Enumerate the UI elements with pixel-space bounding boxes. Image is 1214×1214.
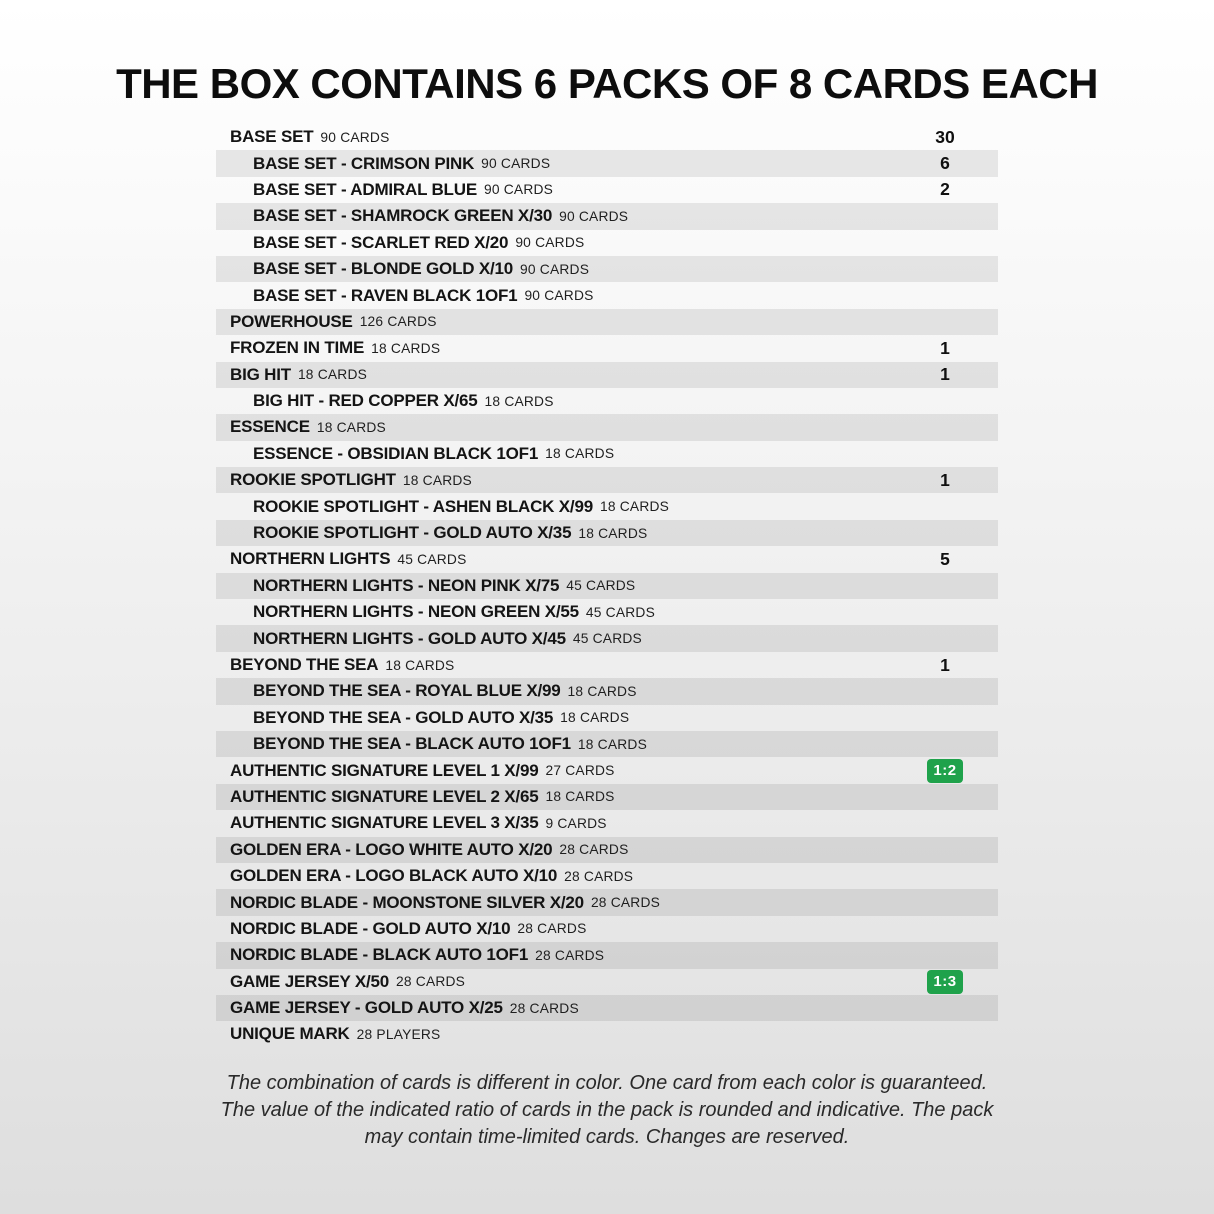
row-label: AUTHENTIC SIGNATURE LEVEL 3 X/35 [230,813,539,833]
table-row [216,731,998,757]
table-row [216,916,998,942]
row-suffix: 18 CARDS [545,446,615,462]
row-suffix: 45 CARDS [397,551,467,567]
table-row [216,837,998,863]
row-suffix: 90 CARDS [483,182,554,198]
table-row [216,493,998,519]
table-row [216,995,998,1021]
row-count: 2 [940,179,950,200]
row-label: BEYOND THE SEA - GOLD AUTO X/35 [253,707,554,727]
table-row [216,282,998,308]
row-label: ESSENCE - OBSIDIAN BLACK 1OF1 [253,443,539,463]
row-label: POWERHOUSE [230,311,353,331]
row-count [908,441,982,467]
row-label: BASE SET - SCARLET RED X/20 [253,232,509,252]
row-label: AUTHENTIC SIGNATURE LEVEL 2 X/65 [230,786,539,806]
table-row [216,889,998,915]
row-suffix: 18 CARDS [567,683,637,699]
row-label: BASE SET - RAVEN BLACK 1OF1 [253,285,518,305]
row-label: BASE SET - ADMIRAL BLUE [253,179,477,199]
row-count [908,203,982,229]
footer-note [0,1070,1214,1151]
row-suffix: 45 CARDS [572,631,642,647]
page-title: THE BOX CONTAINS 6 PACKS OF 8 CARDS EACH [116,60,1098,107]
table-row [216,652,998,678]
row-label: BEYOND THE SEA - BLACK AUTO 1OF1 [253,734,571,754]
row-suffix: 18 CARDS [385,657,455,673]
row-label: BASE SET [230,127,314,147]
table-row [216,863,998,889]
row-suffix: 90 CARDS [481,156,551,172]
table-row [216,810,998,836]
table-row [216,678,998,704]
row-suffix: 27 CARDS [545,763,615,779]
row-count: 5 [940,548,950,569]
row-count [908,969,982,995]
row-count: 1 [940,654,950,675]
row-suffix: 28 CARDS [396,974,466,990]
table-row [216,625,998,651]
row-count [908,995,982,1021]
row-suffix: 18 CARDS [578,525,648,541]
table-row [216,467,998,493]
table-row [216,599,998,625]
card-table [216,124,998,1048]
table-row [216,441,998,467]
row-count: 1 [940,364,950,385]
row-suffix: 28 CARDS [559,842,629,858]
row-count [908,705,982,731]
row-label: GOLDEN ERA - LOGO BLACK AUTO X/10 [230,866,558,886]
row-label: NORDIC BLADE - GOLD AUTO X/10 [230,918,511,938]
row-label: NORTHERN LIGHTS [230,549,391,569]
table-row [216,520,998,546]
row-count [908,810,982,836]
row-count [908,757,982,783]
table-row [216,335,998,361]
row-suffix: 9 CARDS [545,815,607,831]
row-count: 1 [940,337,950,358]
row-count [908,414,982,440]
table-row [216,969,998,995]
row-label: BEYOND THE SEA - ROYAL BLUE X/99 [253,681,561,701]
row-label: NORDIC BLADE - MOONSTONE SILVER X/20 [230,892,584,912]
row-label: BIG HIT - RED COPPER X/65 [253,391,478,411]
row-count: 1 [940,469,950,490]
row-count: 30 [935,126,955,147]
row-suffix: 28 CARDS [517,921,587,937]
row-label: ROOKIE SPOTLIGHT [230,470,396,490]
row-count [908,1021,982,1047]
row-suffix: 28 CARDS [590,895,661,911]
table-row [216,388,998,414]
row-label: BASE SET - SHAMROCK GREEN X/30 [253,206,553,226]
row-suffix: 90 CARDS [524,288,594,304]
table-row [216,230,998,256]
ratio-badge: 1:2 [927,759,962,783]
table-row [216,757,998,783]
row-label: GOLDEN ERA - LOGO WHITE AUTO X/20 [230,839,553,859]
row-count [908,520,982,546]
row-suffix: 28 CARDS [509,1000,579,1016]
row-count [908,388,982,414]
row-count: 6 [940,153,950,174]
row-count [908,230,982,256]
row-count [908,784,982,810]
row-count [908,493,982,519]
row-suffix: 18 CARDS [545,789,615,805]
row-count [908,573,982,599]
row-suffix: 18 CARDS [577,736,647,752]
row-suffix: 18 CARDS [402,472,472,488]
table-row [216,705,998,731]
row-label: GAME JERSEY - GOLD AUTO X/25 [230,998,503,1018]
row-label: BIG HIT [230,364,291,384]
row-suffix: 28 CARDS [535,947,605,963]
row-suffix: 18 CARDS [560,710,630,726]
row-count [908,599,982,625]
row-label: FROZEN IN TIME [230,338,365,358]
row-suffix: 45 CARDS [585,604,655,620]
table-row [216,546,998,572]
row-label: NORDIC BLADE - BLACK AUTO 1OF1 [230,945,529,965]
footer-line: may contain time-limited cards. Changes are reserved. [364,1126,850,1148]
row-label: ESSENCE [230,417,310,437]
row-suffix: 18 CARDS [316,419,386,435]
footer-line: The combination of cards is different in color. One card from each color is guaranteed. [226,1072,988,1094]
table-row [216,942,998,968]
row-label: BASE SET - BLONDE GOLD X/10 [253,259,514,279]
row-label: NORTHERN LIGHTS - GOLD AUTO X/45 [253,628,566,648]
row-label: ROOKIE SPOTLIGHT - ASHEN BLACK X/99 [253,496,593,516]
row-suffix: 18 CARDS [371,340,441,356]
footer-line: The value of the indicated ratio of cards in the pack is rounded and indicative. The pack [220,1099,994,1121]
row-suffix: 126 CARDS [359,314,437,330]
row-suffix: 45 CARDS [566,578,636,594]
row-label: NORTHERN LIGHTS - NEON PINK X/75 [253,575,560,595]
table-row [216,177,998,203]
row-suffix: 28 PLAYERS [356,1026,441,1042]
row-suffix: 90 CARDS [515,235,585,251]
row-count [908,916,982,942]
row-label: AUTHENTIC SIGNATURE LEVEL 1 X/99 [230,760,539,780]
row-suffix: 90 CARDS [320,129,390,145]
table-row [216,124,998,150]
row-label: GAME JERSEY X/50 [230,971,389,991]
row-suffix: 18 CARDS [297,367,368,383]
row-count [908,678,982,704]
row-count [908,942,982,968]
row-count [908,863,982,889]
table-row [216,309,998,335]
row-suffix: 28 CARDS [564,868,634,884]
row-suffix: 18 CARDS [599,499,670,515]
row-count [908,256,982,282]
row-label: ROOKIE SPOTLIGHT - GOLD AUTO X/35 [253,523,572,543]
row-label: UNIQUE MARK [230,1024,350,1044]
row-label: BASE SET - CRIMSON PINK [253,153,475,173]
row-count [908,282,982,308]
table-row [216,150,998,176]
row-suffix: 90 CARDS [520,261,590,277]
table-row [216,256,998,282]
row-count [908,309,982,335]
table-row [216,414,998,440]
table-row [216,362,998,388]
table-row [216,203,998,229]
row-label: BEYOND THE SEA [230,655,379,674]
table-row [216,784,998,810]
table-row [216,1021,998,1047]
row-suffix: 90 CARDS [559,208,629,224]
row-count [908,837,982,863]
row-count [908,889,982,915]
row-count [908,625,982,651]
ratio-badge: 1:3 [927,970,962,994]
table-row [216,573,998,599]
row-label: NORTHERN LIGHTS - NEON GREEN X/55 [253,602,579,622]
row-count [908,731,982,757]
row-suffix: 18 CARDS [484,393,554,409]
